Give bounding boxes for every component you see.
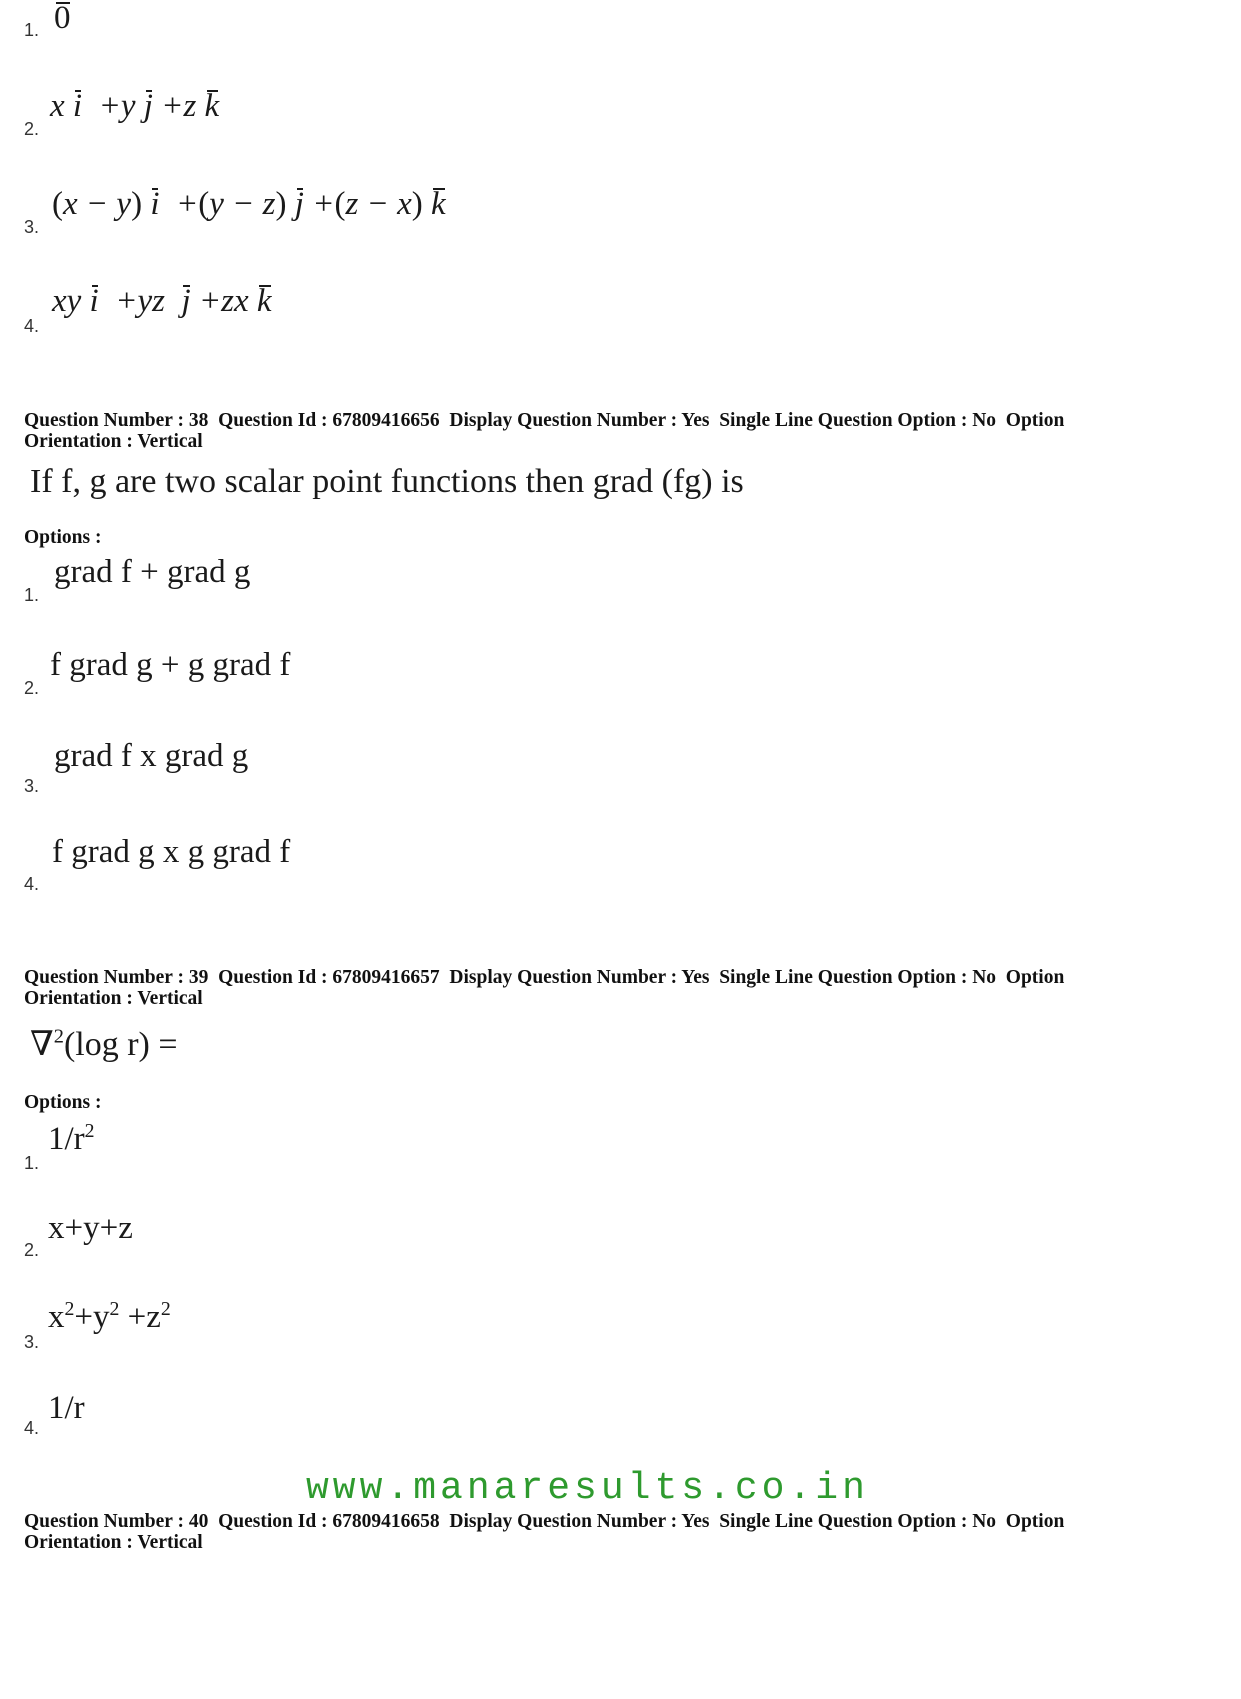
question-39-options-label: Options :	[24, 1092, 102, 1113]
exp-y: 2	[109, 1298, 120, 1320]
term-z: +z	[127, 1299, 161, 1335]
watermark-url: www.manaresults.co.in	[306, 1467, 869, 1510]
q39-option-2: x+y+z	[48, 1210, 133, 1246]
term-x: x	[48, 1299, 65, 1335]
top-option-number-1: 1.	[24, 20, 40, 40]
q39-option-4: 1/r	[48, 1390, 85, 1426]
question-39-header-line2: Orientation : Vertical	[24, 988, 203, 1009]
q38-option-3: grad f x grad g	[54, 738, 249, 774]
q38-option-4: f grad g x g grad f	[52, 834, 291, 870]
question-39-text	[30, 1024, 178, 1064]
nabla-symbol: ∇	[30, 1026, 54, 1063]
q38-option-number-4: 4.	[24, 874, 40, 894]
q39-option-1-base: 1/r	[48, 1121, 85, 1157]
top-option-number-2: 2.	[24, 119, 40, 139]
question-38-header	[24, 410, 1224, 452]
exp-x: 2	[64, 1298, 75, 1320]
top-option-2: x i +y j +z k	[50, 88, 220, 124]
q39-option-1	[48, 1120, 95, 1158]
term-y: +y	[74, 1299, 110, 1335]
q39-option-1-exponent: 2	[84, 1120, 95, 1142]
nabla-exponent: 2	[53, 1025, 64, 1048]
question-39-header-line1: Question Number : 39 Question Id : 67809416657 Display Question Number : Yes Single Line Question Option : No Option	[24, 967, 1065, 988]
question-40-header	[24, 1511, 1224, 1553]
question-40-header-line1: Question Number : 40 Question Id : 67809416658 Display Question Number : Yes Single Line Question Option : No Option	[24, 1511, 1065, 1532]
exp-z: 2	[160, 1298, 171, 1320]
question-39-text-rest: (log r) =	[63, 1026, 178, 1063]
top-option-number-4: 4.	[24, 316, 40, 336]
top-option-4: xy i +yz j +zx k	[52, 283, 272, 319]
question-40-header-line2: Orientation : Vertical	[24, 1532, 203, 1553]
q39-option-number-1: 1.	[24, 1153, 40, 1173]
question-38-text: If f, g are two scalar point functions then grad (fg) is	[30, 463, 744, 500]
q39-option-number-4: 4.	[24, 1418, 40, 1438]
q38-option-1: grad f + grad g	[54, 554, 251, 590]
q38-option-number-1: 1.	[24, 585, 40, 605]
question-39-header	[24, 967, 1224, 1009]
question-38-header-line1: Question Number : 38 Question Id : 67809416656 Display Question Number : Yes Single Line Question Option : No Option	[24, 410, 1065, 431]
q39-option-number-3: 3.	[24, 1332, 40, 1352]
q38-option-number-3: 3.	[24, 776, 40, 796]
question-38-options-label: Options :	[24, 527, 102, 548]
q38-option-number-2: 2.	[24, 678, 40, 698]
q39-option-number-2: 2.	[24, 1240, 40, 1260]
question-38-header-line2: Orientation : Vertical	[24, 431, 203, 452]
top-option-number-3: 3.	[24, 217, 40, 237]
top-option-3: (x − y) i +(y − z) j +(z − x) k	[52, 186, 446, 222]
q38-option-2: f grad g + g grad f	[50, 647, 291, 683]
q39-option-3	[48, 1298, 171, 1336]
top-option-1: 0	[54, 0, 71, 36]
